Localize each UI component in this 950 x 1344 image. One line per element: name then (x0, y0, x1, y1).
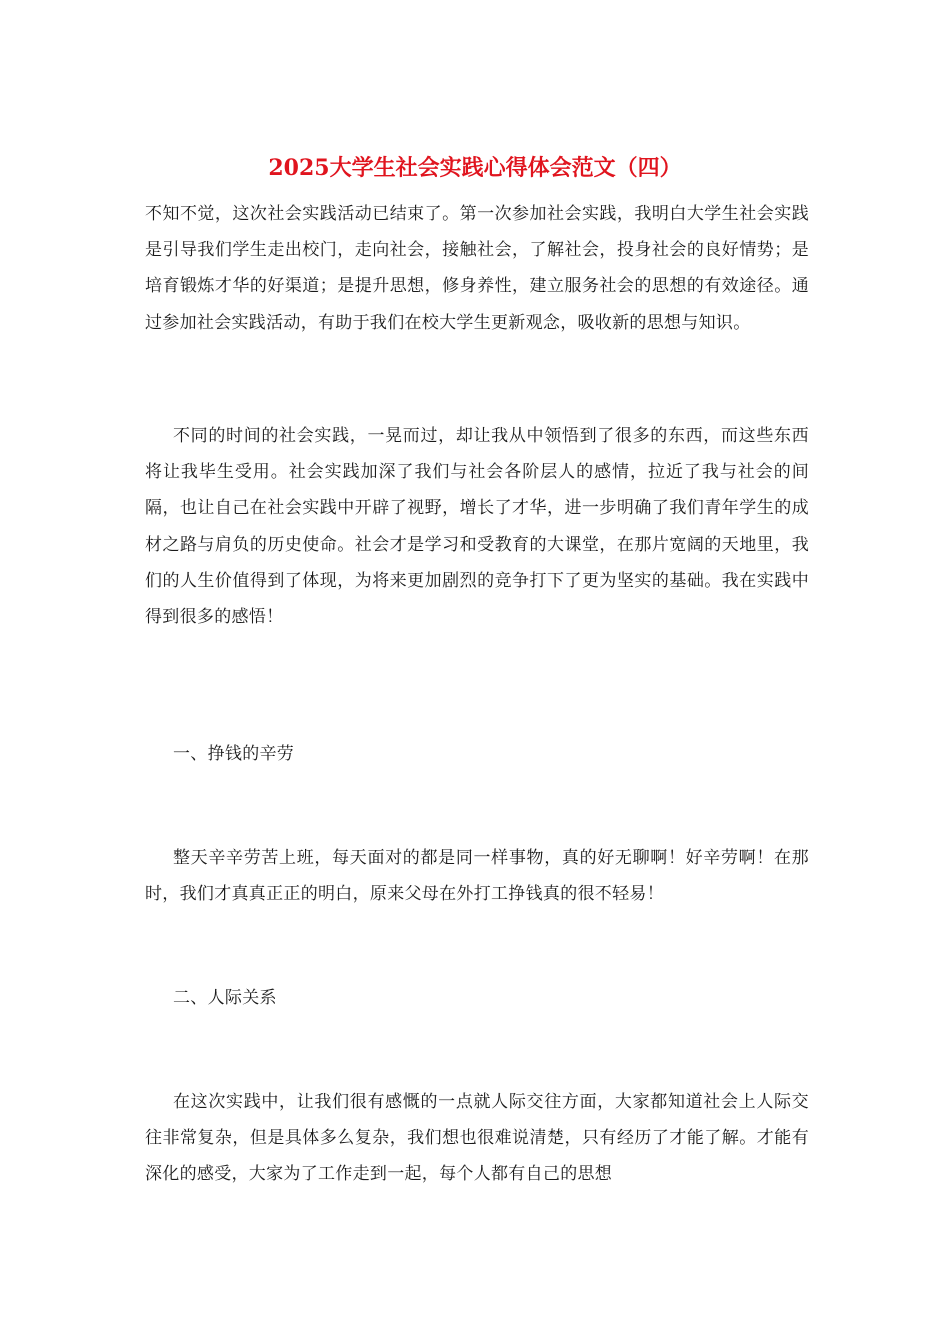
paragraph-relationships: 在这次实践中，让我们很有感慨的一点就人际交往方面，大家都知道社会上人际交往非常复杂，但是具体多么复杂，我们想也很难说清楚，只有经历了才能了解。才能有深化的感受，大家为了工作走到一起，每个人都有自己的思想 (145, 1092, 809, 1185)
paragraph-earning: 整天辛辛劳苦上班，每天面对的都是同一样事物，真的好无聊啊！好辛劳啊！在那时，我们才真真正正的明白，原来父母在外打工挣钱真的很不轻易！ (145, 848, 809, 905)
document-title: 2025大学生社会实践心得体会范文（四） (268, 155, 682, 181)
paragraph-reflection: 不同的时间的社会实践，一晃而过，却让我从中领悟到了很多的东西，而这些东西将让我毕生受用。社会实践加深了我们与社会各阶层人的感情，拉近了我与社会的间隔，也让自己在社会实践中开辟了视野，增长了才华，进一步明确了我们青年学生的成材之路与肩负的历史使命。社会才是学习和受教育的大课堂，在那片宽阔的天地里，我们的人生价值得到了体现，为将来更加剧烈的竞争打下了更为坚实的基础。我在实践中得到很多的感悟！ (145, 426, 809, 628)
section-heading-relationships: 二、人际关系 (173, 988, 277, 1008)
section-heading-earning: 一、挣钱的辛劳 (173, 744, 295, 764)
paragraph-intro: 不知不觉，这次社会实践活动已结束了。第一次参加社会实践，我明白大学生社会实践是引导我们学生走出校门，走向社会，接触社会，了解社会，投身社会的良好情势；是培育锻炼才华的好渠道；是提升思想，修身养性，建立服务社会的思想的有效途径。通过参加社会实践活动，有助于我们在校大学生更新观念，吸收新的思想与知识。 (145, 204, 809, 333)
